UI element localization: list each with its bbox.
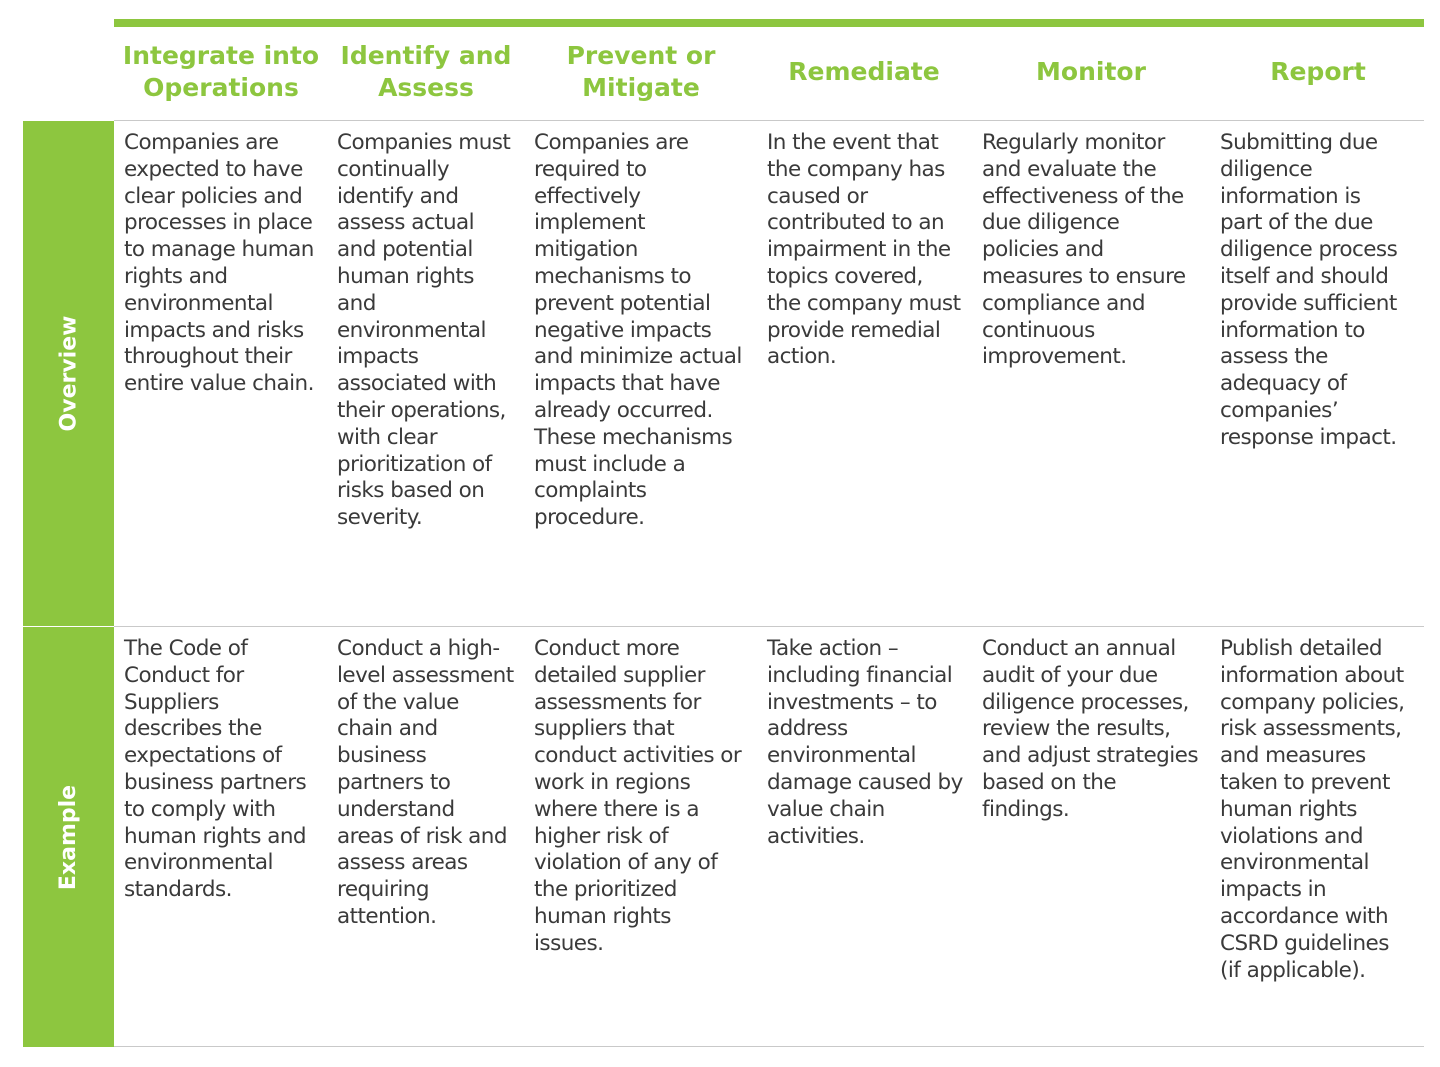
example-cell-identify: Conduct a high- level assessment of the value chain and business partners to understand areas of risk and assess areas requiring attention. (337, 636, 514, 929)
overview-cell-prevent: Companies are required to effectively implement mitigation mechanisms to prevent potential negative impacts and minimize actual impacts that have already occurred. These mechanisms must include a complaints procedure. (534, 130, 742, 531)
example-cell-report: Publish detailed information about company policies, risk assessments, and measures taken to prevent human rights violations and environmental impacts in accordance with CSRD guidelines (if applicable). (1220, 636, 1405, 983)
column-header-integrate: Integrate into Operations (122, 41, 320, 102)
top-accent-rule (114, 19, 1424, 27)
overview-cell-integrate: Companies are expected to have clear policies and processes in place to manage human rights and environmental impacts and risks throughout their entire value chain. (124, 130, 314, 397)
column-header-identify: Identify and Assess (340, 41, 512, 102)
column-header-report: Report (1270, 57, 1366, 86)
column-header-monitor: Monitor (1036, 57, 1146, 86)
row-label-overview-text: Overview (56, 315, 82, 432)
column-header-prevent: Prevent or Mitigate (566, 41, 716, 102)
row-label-example-text: Example (56, 784, 82, 890)
example-cell-monitor: Conduct an annual audit of your due diligence processes, review the results, and adjust strategies based on the findings. (982, 636, 1198, 822)
overview-cell-monitor: Regularly monitor and evaluate the effectiveness of the due diligence policies and measures to ensure compliance and continuous improvement. (982, 130, 1186, 370)
overview-cell-remediate: In the event that the company has caused or contributed to an impairment in the topics covered, the company must provide remedial action. (767, 130, 961, 370)
example-cell-prevent: Conduct more detailed supplier assessments for suppliers that conduct activities or work in regions where there is a higher risk of violation of any of the prioritized human rights issues. (534, 636, 742, 956)
overview-cell-report: Submitting due diligence information is part of the due diligence process itself and should provide sufficient information to assess the adequacy of companies’ response impact. (1220, 130, 1398, 450)
row-label-example (23, 627, 114, 1047)
header-divider (114, 120, 1424, 121)
row-label-overview (23, 121, 114, 626)
column-header-remediate: Remediate (788, 57, 940, 86)
example-cell-integrate: The Code of Conduct for Suppliers describes the expectations of business partners to comply with human rights and environmental standards. (124, 636, 307, 903)
table-bottom-rule (114, 1046, 1424, 1047)
overview-cell-identify: Companies must continually identify and assess actual and potential human rights and environmental impacts associated with their operations, with clear prioritization of risks based on severity. (337, 130, 511, 531)
example-cell-remediate: Take action – including financial investments – to address environmental damage caused by value chain activities. (767, 636, 963, 849)
row-divider (114, 626, 1424, 627)
